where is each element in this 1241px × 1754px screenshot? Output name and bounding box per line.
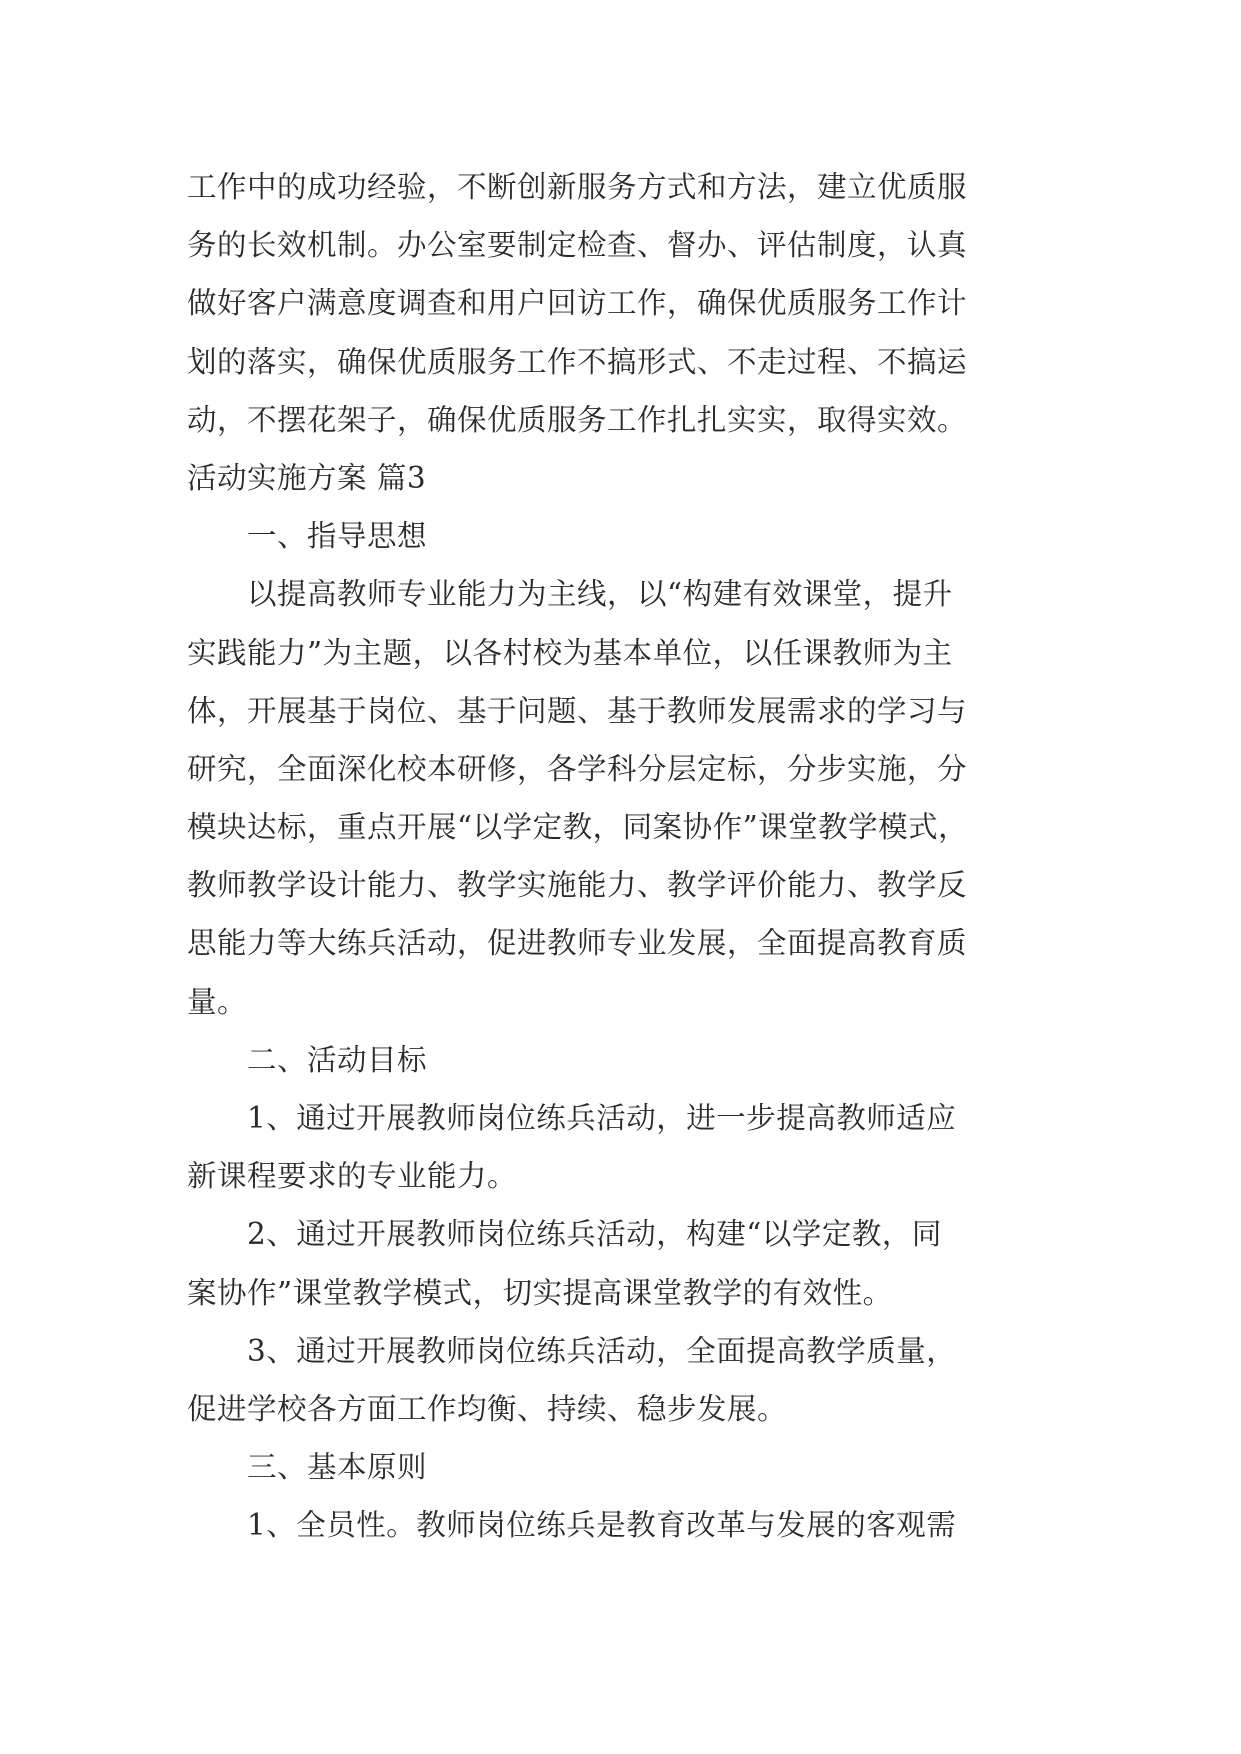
list-item-line: 1、通过开展教师岗位练兵活动，进一步提高教师适应 bbox=[247, 1101, 957, 1135]
heading-activity-goals: 二、活动目标 bbox=[247, 1042, 428, 1077]
list-item-line: 新课程要求的专业能力。 bbox=[187, 1159, 518, 1194]
paragraph-line: 实践能力”为主题，以各村校为基本单位，以任课教师为主 bbox=[187, 635, 953, 670]
list-item-line: 1、全员性。教师岗位练兵是教育改革与发展的客观需 bbox=[247, 1508, 957, 1543]
list-item-line: 3、通过开展教师岗位练兵活动，全面提高教学质量， bbox=[247, 1333, 957, 1368]
paragraph-line: 体，开展基于岗位、基于问题、基于教师发展需求的学习与 bbox=[187, 693, 968, 728]
list-item-line: 促进学校各方面工作均衡、持续、稳步发展。 bbox=[187, 1391, 788, 1426]
paragraph-line: 动，不摆花架子，确保优质服务工作扎扎实实，取得实效。 bbox=[187, 402, 968, 437]
paragraph-line: 教师教学设计能力、教学实施能力、教学评价能力、教学反 bbox=[187, 868, 968, 903]
heading-guiding-ideology: 一、指导思想 bbox=[247, 519, 428, 554]
paragraph-line: 研究，全面深化校本研修，各学科分层定标，分步实施，分 bbox=[187, 751, 968, 786]
paragraph-line: 划的落实，确保优质服务工作不搞形式、不走过程、不搞运 bbox=[187, 344, 968, 379]
paragraph-line: 量。 bbox=[187, 984, 248, 1019]
paragraph-line: 务的长效机制。办公室要制定检查、督办、评估制度，认真 bbox=[187, 228, 968, 263]
heading-basic-principles: 三、基本原则 bbox=[247, 1450, 428, 1485]
section-title: 活动实施方案 篇3 bbox=[187, 460, 427, 495]
paragraph-line: 工作中的成功经验，不断创新服务方式和方法，建立优质服 bbox=[187, 170, 968, 204]
paragraph-line: 思能力等大练兵活动，促进教师专业发展，全面提高教育质 bbox=[187, 926, 968, 961]
document-body bbox=[187, 158, 1057, 1555]
list-item-line: 2、通过开展教师岗位练兵活动，构建“以学定教，同 bbox=[247, 1217, 942, 1252]
paragraph-line: 以提高教师专业能力为主线，以“构建有效课堂，提升 bbox=[247, 577, 953, 612]
list-item-line: 案协作”课堂教学模式，切实提高课堂教学的有效性。 bbox=[187, 1275, 893, 1310]
paragraph-line: 做好客户满意度调查和用户回访工作，确保优质服务工作计 bbox=[187, 286, 968, 321]
paragraph-line: 模块达标，重点开展“以学定教，同案协作”课堂教学模式， bbox=[187, 810, 969, 845]
